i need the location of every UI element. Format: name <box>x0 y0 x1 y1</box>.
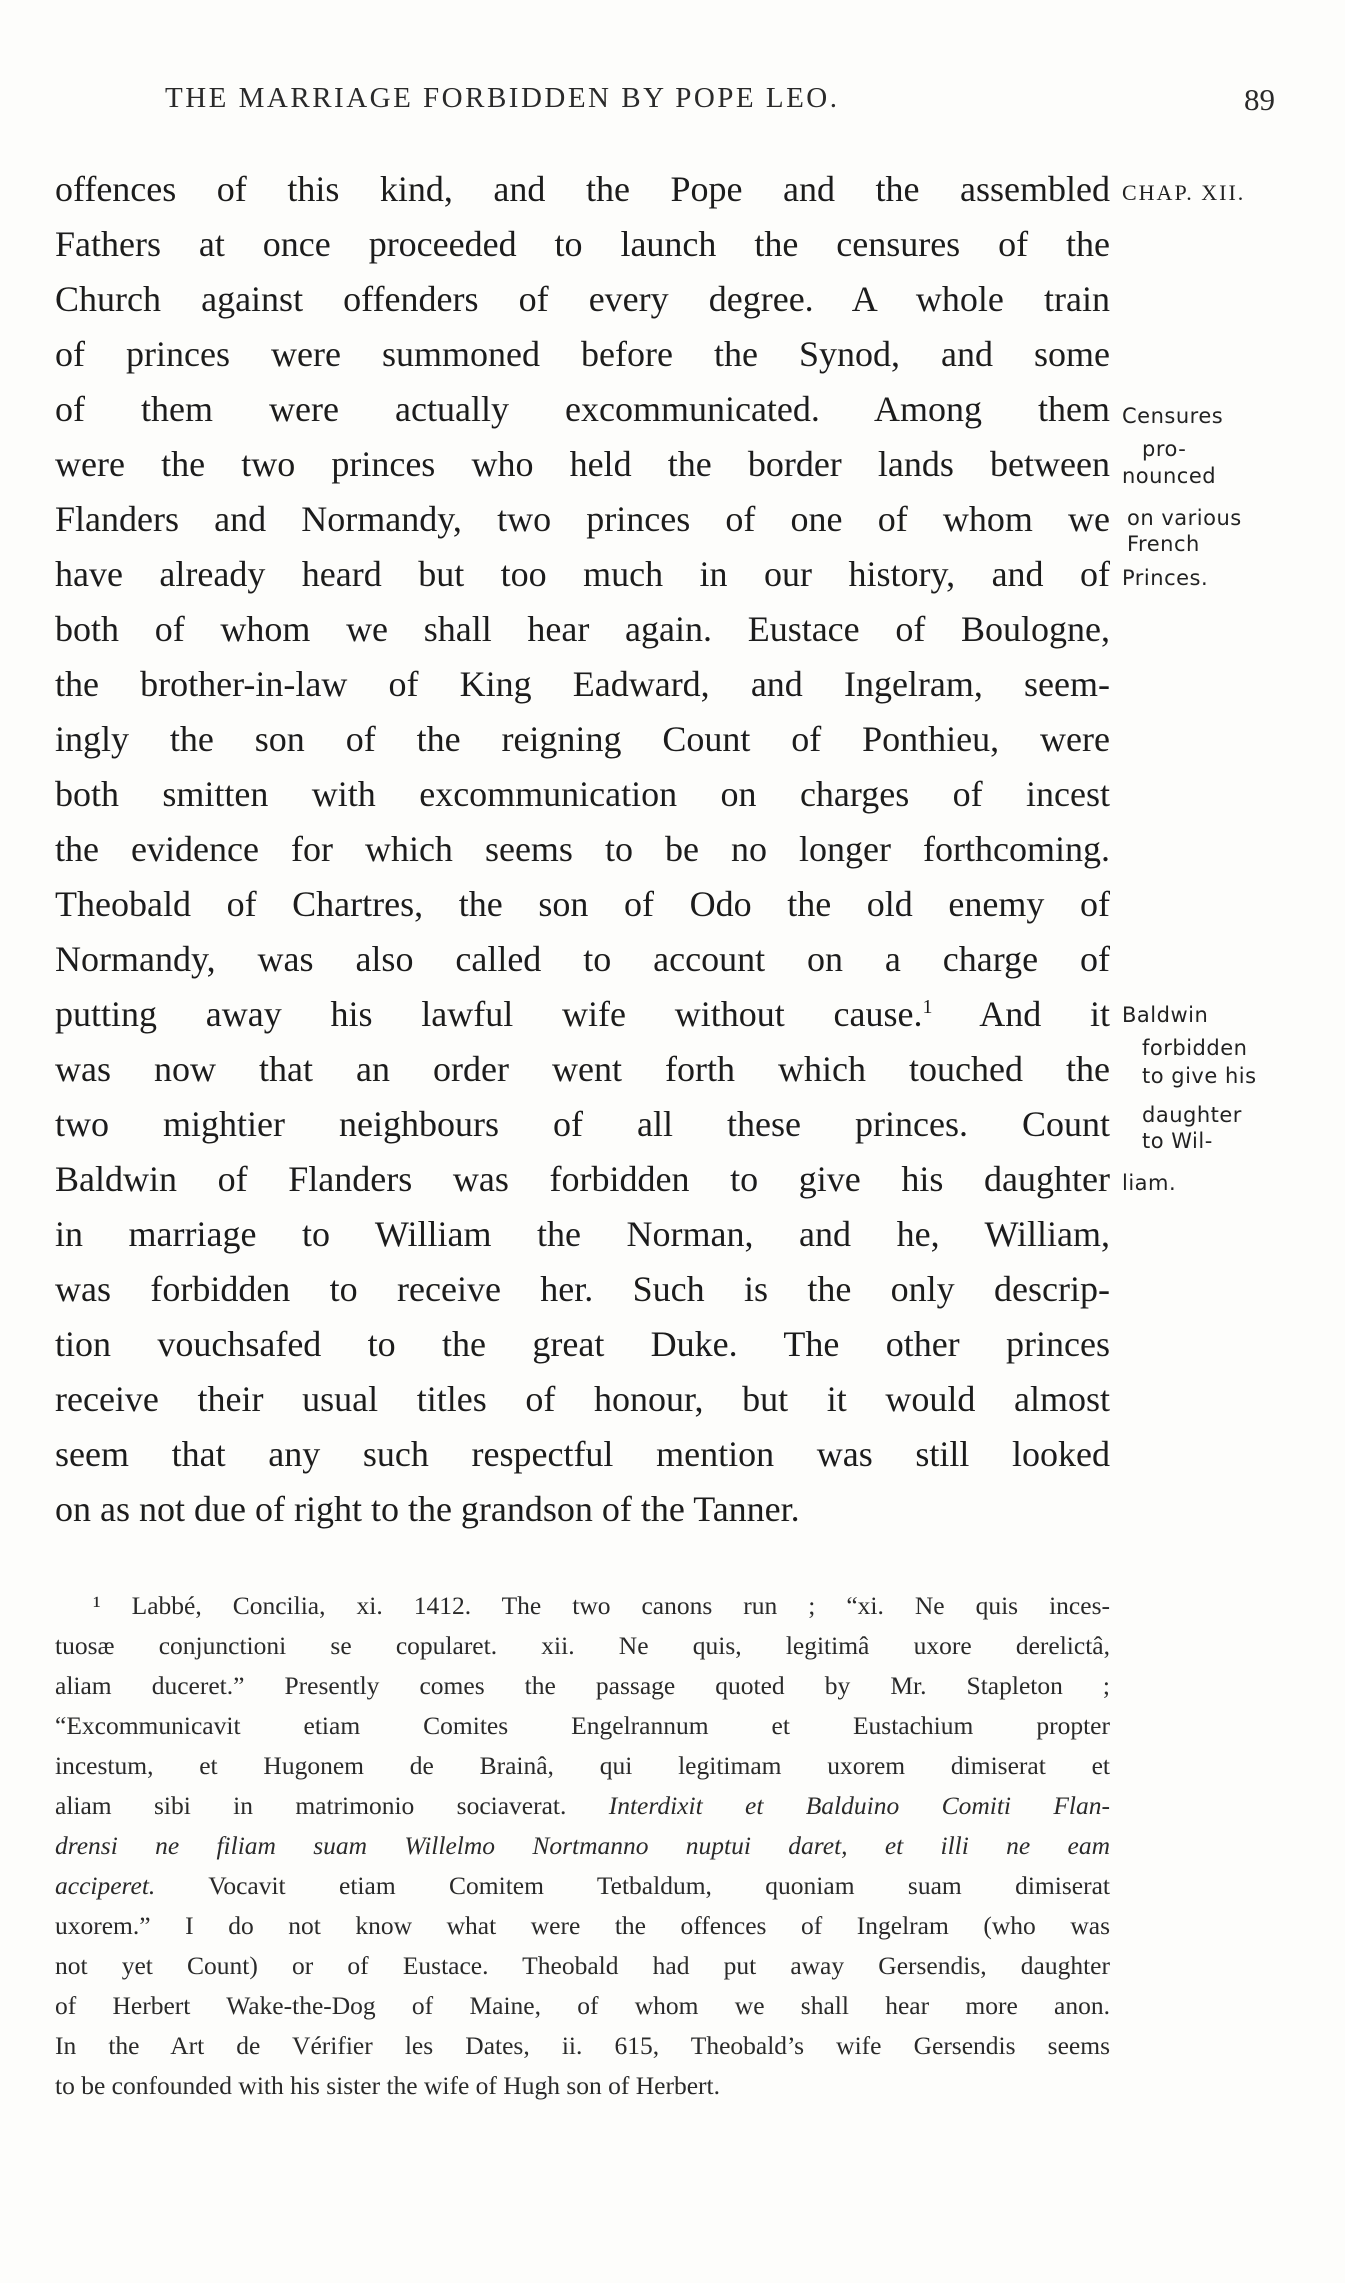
footnote-text: Vocavit etiam Comitem Tetbaldum, quoniam suam dimiserat <box>155 1871 1110 1900</box>
footnote-line: uxorem.” I do not know what were the offences of Ingelram (who was <box>55 1911 1110 1940</box>
footnote-line: aliam duceret.” Presently comes the passage quoted by Mr. Stapleton ; <box>55 1671 1110 1700</box>
footnote-line: not yet Count) or of Eustace. Theobald had put away Gersendis, daughter <box>55 1951 1110 1980</box>
body-line: Fathers at once proceeded to launch the censures of the <box>55 224 1110 264</box>
sidenote-line: liam. <box>1122 1171 1177 1195</box>
sidenote-line: Princes. <box>1122 566 1209 590</box>
footnote-ref[interactable]: 1 <box>922 996 933 1018</box>
sidenote-line: to Wil- <box>1142 1129 1213 1153</box>
body-line-text: And it <box>932 994 1110 1034</box>
sidenote-line: Censures <box>1122 404 1224 428</box>
footnote-line: drensi ne filiam suam Willelmo Nortmanno nuptui daret, et illi ne eam <box>55 1831 1110 1860</box>
body-line: Baldwin of Flanders was forbidden to give his daughter <box>55 1159 1110 1199</box>
page-number: 89 <box>1244 82 1275 117</box>
footnote-line: to be confounded with his sister the wife of Hugh son of Herbert. <box>55 2071 720 2100</box>
sidenote-line: Baldwin <box>1122 1003 1209 1027</box>
body-line: on as not due of right to the grandson of the Tanner. <box>55 1489 800 1529</box>
footnote-line: In the Art de Vérifier les Dates, ii. 615, Theobald’s wife Gersendis seems <box>55 2031 1110 2060</box>
chapter-label: CHAP. XII. <box>1122 180 1246 205</box>
body-line: was now that an order went forth which touched the <box>55 1049 1110 1089</box>
body-line: two mightier neighbours of all these princes. Count <box>55 1104 1110 1144</box>
body-line: Church against offenders of every degree. A whole train <box>55 279 1110 319</box>
footnote-line: “Excommunicavit etiam Comites Engelrannum et Eustachium propter <box>55 1711 1110 1740</box>
sidenote-line: forbidden <box>1142 1036 1248 1060</box>
footnote-line: incestum, et Hugonem de Brainâ, qui legitimam uxorem dimiserat et <box>55 1751 1110 1780</box>
footnote-italic-text: Interdixit et Balduino Comiti Flan- <box>608 1791 1110 1820</box>
body-line: the evidence for which seems to be no longer forthcoming. <box>55 829 1110 869</box>
sidenote-line: to give his <box>1142 1064 1257 1088</box>
body-line: the brother-in-law of King Eadward, and Ingelram, seem- <box>55 664 1110 704</box>
body-line: Theobald of Chartres, the son of Odo the old enemy of <box>55 884 1110 924</box>
body-line: seem that any such respectful mention was still looked <box>55 1434 1110 1474</box>
body-line: receive their usual titles of honour, but it would almost <box>55 1379 1110 1419</box>
body-line: was forbidden to receive her. Such is the only descrip- <box>55 1269 1110 1309</box>
footnote-text: aliam sibi in matrimonio sociaverat. <box>55 1791 567 1820</box>
body-line: of them were actually excommunicated. Among them <box>55 389 1110 429</box>
body-line: were the two princes who held the border lands between <box>55 444 1110 484</box>
sidenote-line: French <box>1127 532 1200 556</box>
body-line: offences of this kind, and the Pope and the assembled <box>55 169 1110 209</box>
body-line: have already heard but too much in our history, and of <box>55 554 1110 594</box>
body-line: both smitten with excommunication on charges of incest <box>55 774 1110 814</box>
body-line: Flanders and Normandy, two princes of one of whom we <box>55 499 1110 539</box>
body-line: ingly the son of the reigning Count of Ponthieu, were <box>55 719 1110 759</box>
body-line: Normandy, was also called to account on a charge of <box>55 939 1110 979</box>
footnote-line: tuosæ conjunctioni se copularet. xii. Ne quis, legitimâ uxore derelictâ, <box>55 1631 1110 1660</box>
running-title: THE MARRIAGE FORBIDDEN BY POPE LEO. <box>165 82 840 114</box>
body-line: of princes were summoned before the Synod, and some <box>55 334 1110 374</box>
body-line-with-footnote-ref <box>55 987 1110 1042</box>
body-line: both of whom we shall hear again. Eustace of Boulogne, <box>55 609 1110 649</box>
footnote-line <box>55 1866 1110 1906</box>
sidenote-line: pro- <box>1142 437 1187 461</box>
footnote-line <box>55 1786 1110 1826</box>
footnote-italic-text: acciperet. <box>55 1871 156 1900</box>
footnote-line: of Herbert Wake-the-Dog of Maine, of whom we shall hear more anon. <box>55 1991 1110 2020</box>
sidenote-line: daughter <box>1142 1103 1242 1127</box>
sidenote-line: nounced <box>1122 464 1217 488</box>
body-line-text: putting away his lawful wife without cause. <box>55 994 923 1034</box>
body-line: tion vouchsafed to the great Duke. The other princes <box>55 1324 1110 1364</box>
sidenote-line: on various <box>1127 506 1242 530</box>
footnote-line: ¹ Labbé, Concilia, xi. 1412. The two canons run ; “xi. Ne quis inces- <box>93 1591 1110 1620</box>
body-line: in marriage to William the Norman, and he, William, <box>55 1214 1110 1254</box>
